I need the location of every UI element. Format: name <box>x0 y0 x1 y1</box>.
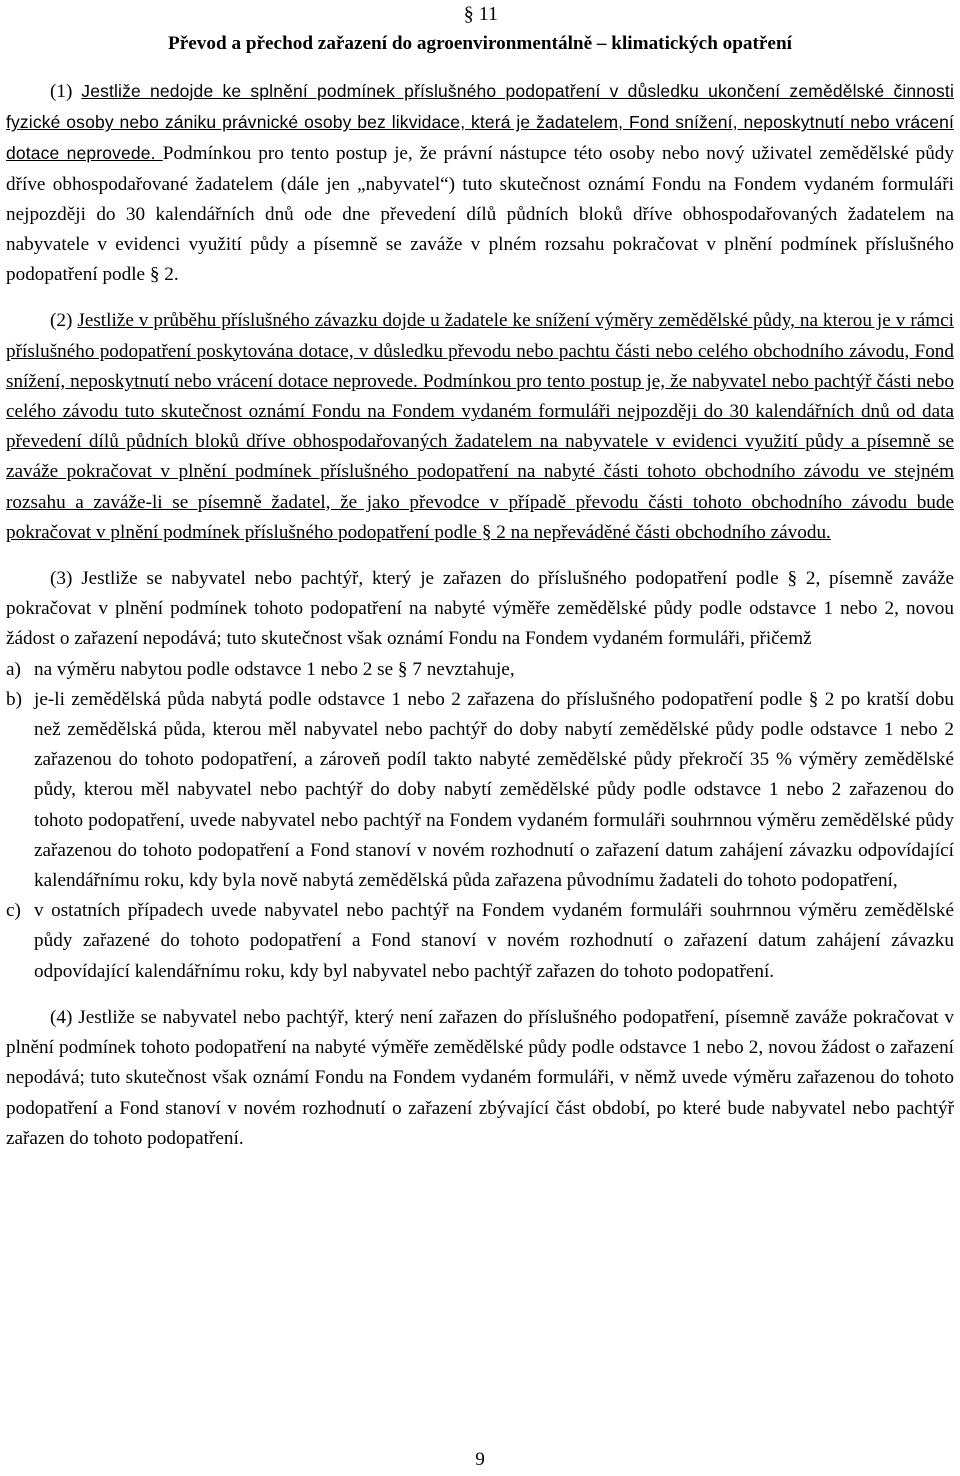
list-item-label: c) <box>6 900 21 922</box>
paragraph-1-number: (1) <box>50 81 82 102</box>
list-item-text: v ostatních případech uvede nabyvatel nebo pachtýř na Fondem vydaném formuláři souhrnnou výměru zemědělské půdy zařazené do tohoto podopatření a Fond stanoví v novém rozhodnutí o zařazení datum zahájení závazku odpovídající kalendářnímu roku, kdy byl nabyvatel nebo pachtýř zařazen do tohoto podopatření. <box>34 900 954 982</box>
list-item-label: a) <box>6 658 21 680</box>
list-item-label: b) <box>6 688 22 710</box>
paragraph-2 <box>6 306 954 548</box>
paragraph-2-number: (2) <box>50 310 78 332</box>
list-item-c <box>6 896 954 987</box>
section-number: § 11 <box>463 3 498 25</box>
document-page <box>6 0 954 1170</box>
list-item-text: na výměru nabytou podle odstavce 1 nebo 2 se § 7 nevztahuje, <box>34 658 515 680</box>
section-title: Převod a přechod zařazení do agroenvironmentálně – klimatických opatření <box>168 33 792 54</box>
paragraph-1 <box>6 76 954 290</box>
paragraph-1-text-a: Jestliže nedojde ke splnění podmínek příslušného podopatření v důsledku ukončení zemědělské činnosti fyzické osoby nebo zániku právnické osoby bez likvidace, která je žadatelem, Fond snížení, neposkytnutí nebo vrácení dotace neprovede. <box>6 81 954 164</box>
list-item-b <box>6 685 954 896</box>
list-item-text: je-li zemědělská půda nabytá podle odstavce 1 nebo 2 zařazena do příslušného podopatření podle § 2 po kratší dobu než zemědělská půda, kterou měl nabyvatel nebo pachtýř do doby nabytí zemědělské půdy podle odstavce 1 nebo 2 zařazenou do tohoto podopatření, a zároveň podíl takto nabyté zemědělské půdy překročí 35 % výměry zemědělské půdy, kterou měl nabyvatel nebo pachtýř do doby nabytí zemědělské půdy podle odstavce 1 nebo 2 zařazenou do tohoto podopatření, uvede nabyvatel nebo pachtýř na Fondem vydaném formuláři souhrnnou výměru zemědělské půdy zařazenou do tohoto podopatření a Fond stanoví v novém rozhodnutí o zařazení datum zahájení závazku odpovídající kalendářnímu roku, kdy byla nově nabytá zemědělská půda zařazena původnímu žadateli do tohoto podopatření, <box>34 688 954 892</box>
paragraph-3-intro: (3) Jestliže se nabyvatel nebo pachtýř, který je zařazen do příslušného podopatření podle § 2, písemně zaváže pokračovat v plnění podmínek tohoto podopatření na nabyté výměře zemědělské půdy podle odstavce 1 nebo 2, novou žádost o zařazení nepodává; tuto skutečnost však oznámí Fondu na Fondem vydaném formuláři, přičemž <box>6 568 954 650</box>
list-item-a <box>6 655 954 685</box>
paragraph-3 <box>6 564 954 987</box>
paragraph-2-text: Jestliže v průběhu příslušného závazku dojde u žadatele ke snížení výměry zemědělské půdy, na kterou je v rámci příslušného podopatření poskytována dotace, v důsledku převodu nebo pachtu části nebo celého obchodního závodu, Fond snížení, neposkytnutí nebo vrácení dotace neprovede. Podmínkou pro tento postup je, že nabyvatel nebo pachtýř části nebo celého závodu tuto skutečnost oznámí Fondu na Fondem vydaném formuláři nejpozději do 30 kalendářních dnů od data převedení dílů půdních bloků dříve obhospodařovaných žadatelem na nabyvatele v evidenci využití půdy a písemně se zaváže pokračovat v plnění podmínek příslušného podopatření na nabyté části tohoto obchodního závodu ve stejném rozsahu a zaváže-li se písemně žadatel, že jako převodce v případě převodu části tohoto obchodního závodu bude pokračovat v plnění podmínek příslušného podopatření podle § 2 na nepřeváděné části obchodního závodu. <box>6 310 955 543</box>
paragraph-4: (4) Jestliže se nabyvatel nebo pachtýř, který není zařazen do příslušného podopatření, písemně zaváže pokračovat v plnění podmínek tohoto podopatření na nabyté výměře zemědělské půdy podle odstavce 1 nebo 2, novou žádost o zařazení nepodává; tuto skutečnost však oznámí Fondu na Fondem vydaném formuláři, v němž uvede výměru zařazenou do tohoto podopatření a Fond stanoví v novém rozhodnutí o zařazení zbývající část období, po které bude nabyvatel nebo pachtýř zařazen do tohoto podopatření. <box>6 1006 954 1149</box>
paragraph-1-text-b: Podmínkou pro tento postup je, že právní nástupce této osoby nebo nový uživatel zemědělské půdy dříve obhospodařované žadatelem (dále jen „nabyvatel“) tuto skutečnost oznámí Fondu na Fondem vydaném formuláři nejpozději do 30 kalendářních dnů ode dne převedení dílů půdních bloků dříve obhospodařovaných žadatelem na nabyvatele v evidenci využití půdy a písemně se zaváže v plném rozsahu pokračovat v plnění podmínek příslušného podopatření podle § 2. <box>6 143 954 286</box>
page-number: 9 <box>475 1449 485 1470</box>
